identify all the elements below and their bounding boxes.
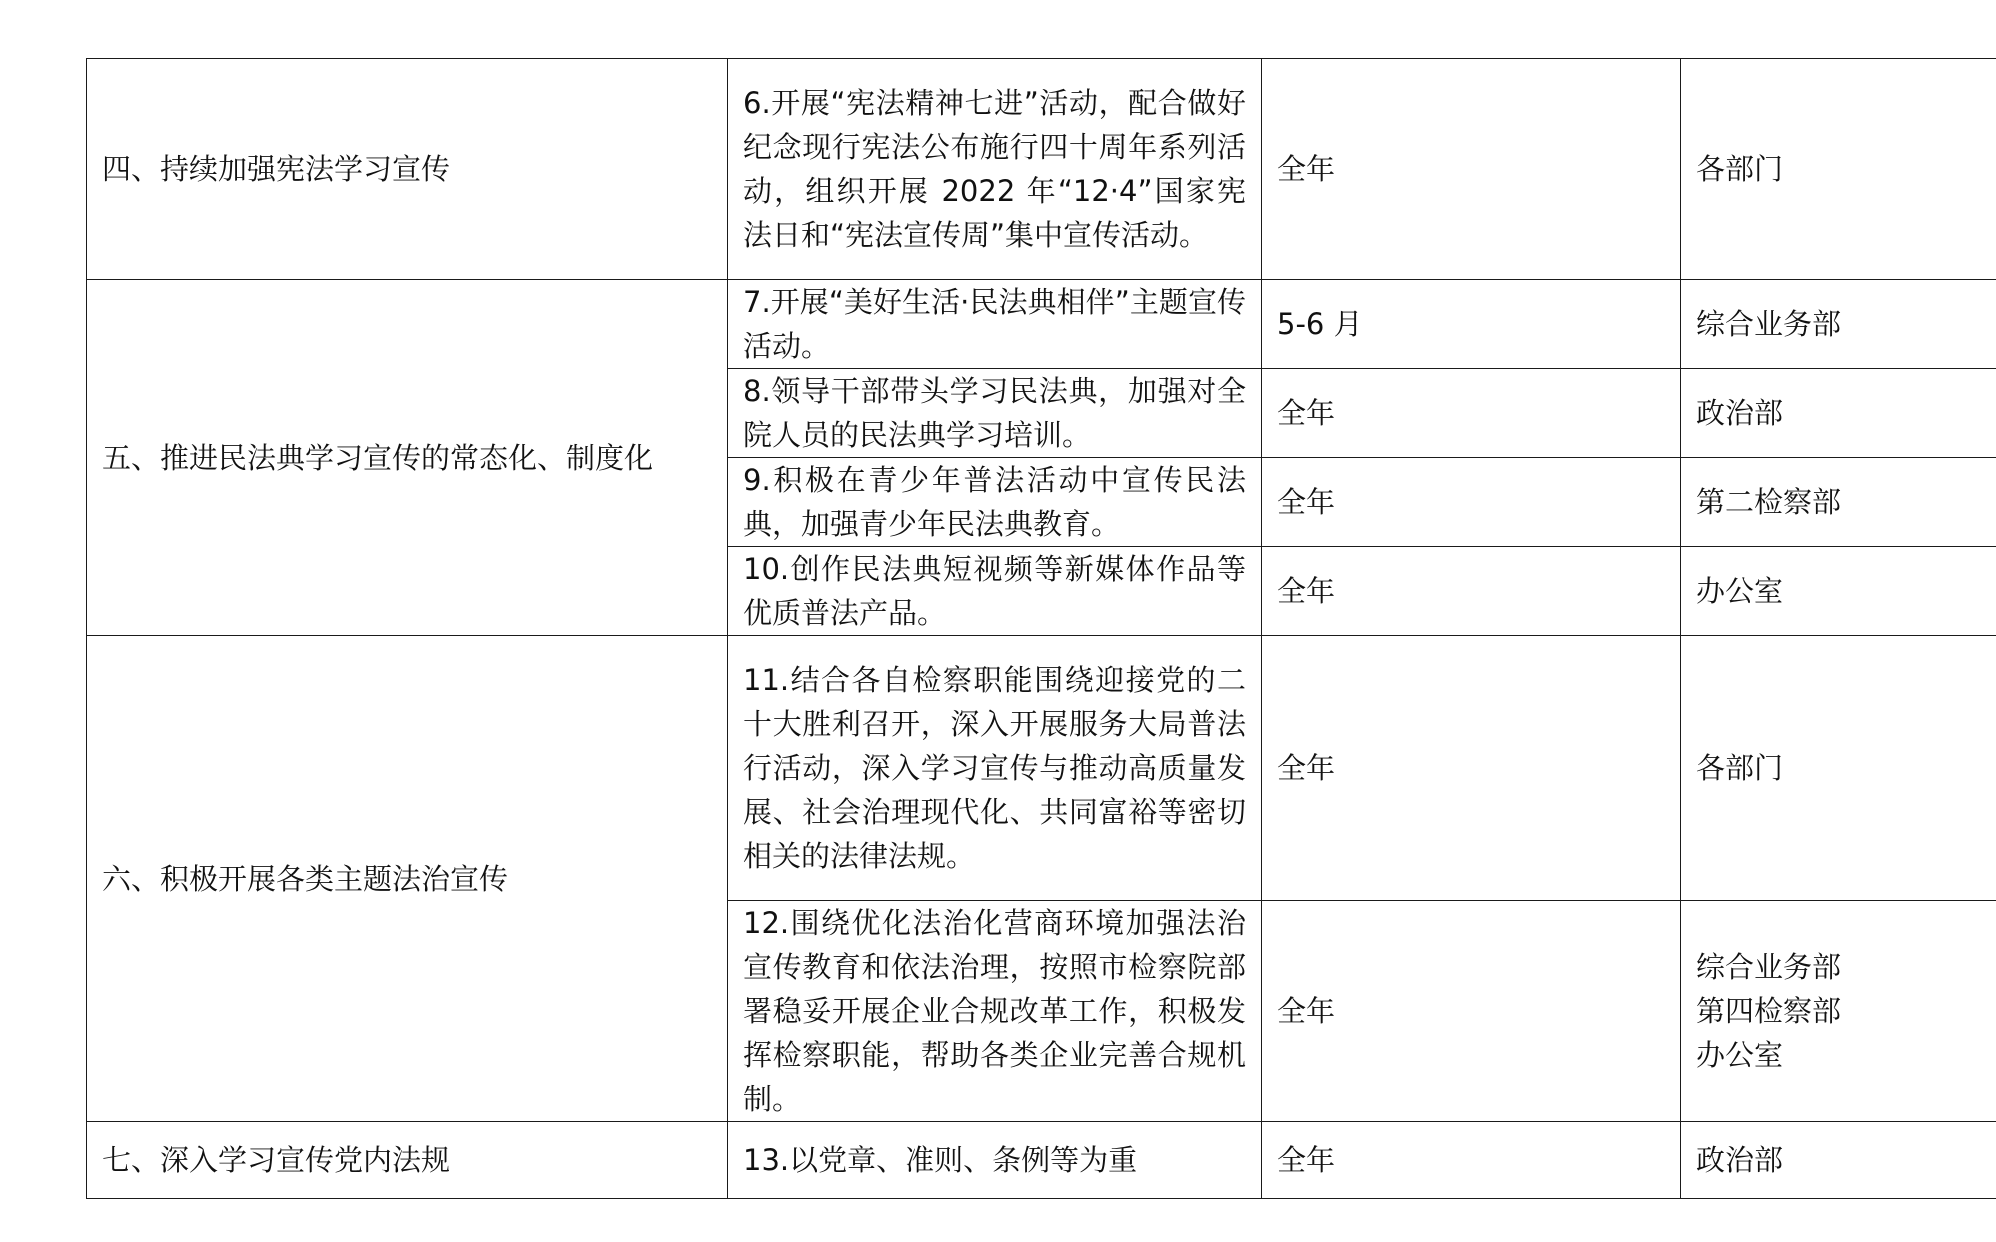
department-name: 办公室	[1696, 574, 1784, 608]
department-name: 第二检察部	[1696, 485, 1842, 519]
task-cell: 9.积极在青少年普法活动中宣传民法典，加强青少年民法典教育。	[728, 458, 1262, 547]
department-name: 各部门	[1696, 152, 1784, 186]
topic-cell: 四、持续加强宪法学习宣传	[87, 59, 728, 280]
department-cell	[1681, 1122, 1996, 1199]
topic-cell: 五、推进民法典学习宣传的常态化、制度化	[87, 280, 728, 636]
department-cell	[1681, 59, 1996, 280]
department-cell	[1681, 547, 1996, 636]
document-page	[86, 58, 1931, 1199]
time-cell: 全年	[1262, 369, 1681, 458]
table-row	[87, 1122, 1996, 1199]
department-name: 综合业务部	[1696, 307, 1842, 341]
department-name: 第四检察部	[1696, 994, 1842, 1028]
department-name: 政治部	[1696, 396, 1784, 430]
task-cell: 12.围绕优化法治化营商环境加强法治宣传教育和依法治理，按照市检察院部署稳妥开展企业合规改革工作，积极发挥检察职能，帮助各类企业完善合规机制。	[728, 901, 1262, 1122]
department-cell	[1681, 280, 1996, 369]
department-name: 综合业务部	[1696, 950, 1842, 984]
department-cell	[1681, 369, 1996, 458]
task-cell: 7.开展“美好生活·民法典相伴”主题宣传活动。	[728, 280, 1262, 369]
time-cell: 全年	[1262, 636, 1681, 901]
department-cell	[1681, 458, 1996, 547]
task-cell: 6.开展“宪法精神七进”活动，配合做好纪念现行宪法公布施行四十周年系列活动，组织开展 2022 年“12·4”国家宪法日和“宪法宣传周”集中宣传活动。	[728, 59, 1262, 280]
department-name: 各部门	[1696, 751, 1784, 785]
department-cell	[1681, 901, 1996, 1122]
work-plan-table	[86, 58, 1996, 1199]
time-cell: 5-6 月	[1262, 280, 1681, 369]
department-name: 政治部	[1696, 1143, 1784, 1177]
table-row	[87, 636, 1996, 901]
topic-cell: 七、深入学习宣传党内法规	[87, 1122, 728, 1199]
task-cell: 11.结合各自检察职能围绕迎接党的二十大胜利召开，深入开展服务大局普法行活动，深入学习宣传与推动高质量发展、社会治理现代化、共同富裕等密切相关的法律法规。	[728, 636, 1262, 901]
task-cell: 8.领导干部带头学习民法典，加强对全院人员的民法典学习培训。	[728, 369, 1262, 458]
table-row	[87, 280, 1996, 369]
time-cell: 全年	[1262, 901, 1681, 1122]
time-cell: 全年	[1262, 458, 1681, 547]
department-cell	[1681, 636, 1996, 901]
task-cell: 10.创作民法典短视频等新媒体作品等优质普法产品。	[728, 547, 1262, 636]
task-cell: 13.以党章、准则、条例等为重	[728, 1122, 1262, 1199]
department-name: 办公室	[1696, 1038, 1784, 1072]
table-row	[87, 59, 1996, 280]
time-cell: 全年	[1262, 59, 1681, 280]
topic-cell: 六、积极开展各类主题法治宣传	[87, 636, 728, 1122]
time-cell: 全年	[1262, 547, 1681, 636]
time-cell: 全年	[1262, 1122, 1681, 1199]
